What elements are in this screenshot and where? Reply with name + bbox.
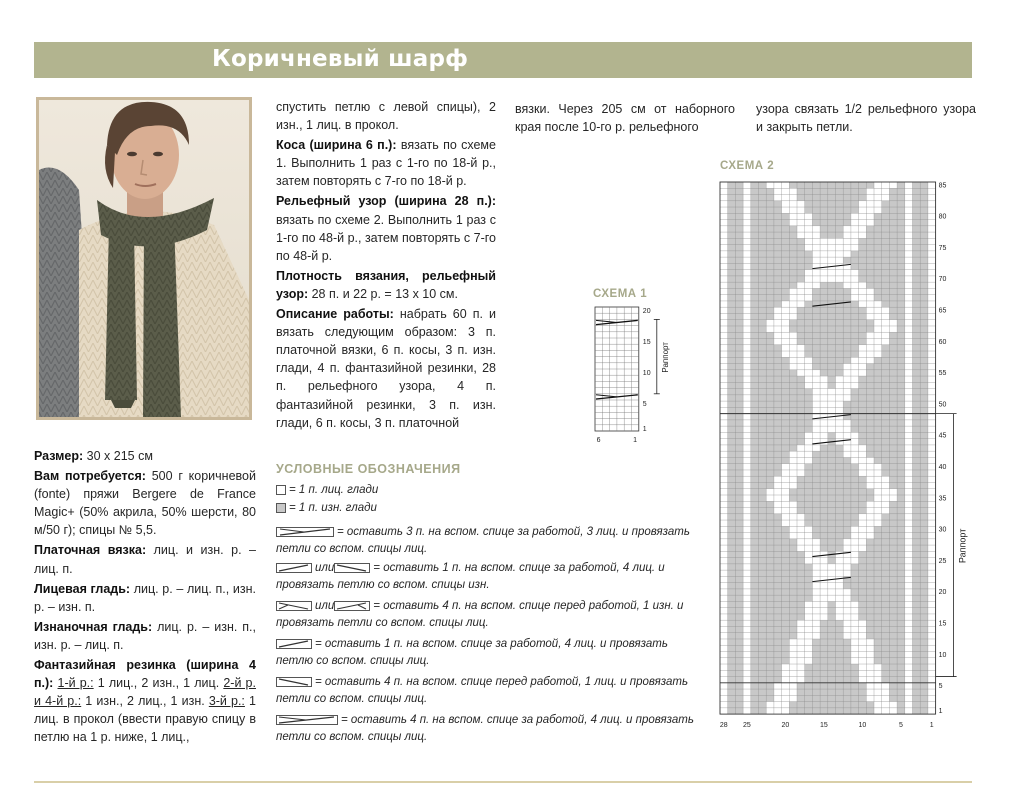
legend-text: = оставить 1 п. на вспом. спице за работой, 4 лиц. и провязать петлю со вспом. спицы изн. [276,562,665,591]
schema2-knit-cell [866,482,889,488]
legend-text: = 1 п. изн. глади [289,502,377,514]
schema2-knit-cell [766,708,789,714]
schema1-title: СХЕМА 1 [593,288,648,300]
gauge-label: Плотность вязания, рельефный узор: [276,268,496,301]
text-column-4 [756,100,976,138]
schema2-knit-cell [789,357,812,363]
schema2-knit-cell [843,232,866,238]
cable-value: вязать по схеме 1. Выполнить 1 раз с 1-го по 18-й р., затем повторять с 7-го по 18-й р. [276,138,496,189]
schema2-knit-cell [874,326,897,332]
schema2-knit-cell [859,514,882,520]
schema2-row-label: 65 [938,307,947,315]
schema2-row-label: 30 [938,526,947,534]
legend-item-cable-3-3 [276,524,706,558]
schema2-knit-cell [766,182,789,188]
schema2-knit-cell [766,702,789,708]
schema2-knit-cell [789,220,812,226]
col3-text: вязки. Через 205 см от наборного края после 10-го р. рельефного [515,102,735,135]
schema2-row-label: 20 [938,589,947,597]
work-value: набрать 60 п. и вязать следующим образом: 3 п. платочной вязки, 6 п. косы, 3 п. изн. глади, 4 п. фантазийной резинки, 28 п. рельефного узора, 4 п. фантазийной резинки, 3 п. изн. глади, 6 п. косы, 3 п. платочной [276,307,496,430]
schema2-knit-cell [805,601,828,607]
schema2-row-label: 50 [938,401,947,409]
schema2-knit-cell [797,539,820,545]
legend-or: или [315,562,335,574]
schema2-knit-cell [843,364,866,370]
schema2-col-label: 25 [742,722,751,730]
legend-text: = оставить 4 п. на вспом. спице перед работой, 1 изн. и провязать петли со вспом. спицы лиц. [276,600,684,629]
work-label: Описание работы: [276,307,394,322]
schema2-row-label: 80 [938,213,947,221]
page-title: Коричневый шарф [212,46,469,72]
schema2-knit-cell [836,382,859,388]
stockinette-value: лиц. р. – лиц. п., изн. р. – изн. п. [34,581,256,614]
schema2-knit-cell [836,608,859,614]
cable-left-purl-icon [334,563,370,573]
schema2-knit-cell [866,476,889,482]
schema2-col-label: 20 [781,722,790,730]
title-bar [34,42,972,78]
schema2-knit-cell [774,695,797,701]
text-column-2 [276,98,496,434]
relief-label: Рельефный узор (ширина 28 п.): [276,194,496,209]
schema2-knit-cell [866,501,889,507]
schema2-knit-cell [866,508,889,514]
schema2-row-label: 5 [938,683,943,691]
schema2-knit-cell [789,652,812,658]
schema1-col-label: 6 [596,437,601,444]
schema2-knit-cell [766,489,789,495]
legend-text: = 1 п. лиц. глади [289,484,379,496]
schema2-col-label: 28 [719,722,728,730]
schema2-knit-cell [774,332,797,338]
col4-text: узора связать 1/2 рельефного узора и закрыть петли. [756,102,976,135]
rib-row2-value: 1 изн., 2 лиц., 1 изн. [85,694,205,709]
knit-stitch-icon [276,485,286,495]
schema2-col-label: 10 [858,722,867,730]
schema2-knit-cell [859,464,882,470]
schema2-chart [712,175,982,740]
schema2-knit-cell [851,213,874,219]
schema2-knit-cell [851,658,874,664]
schema1-row-label: 5 [642,401,647,409]
schema2-knit-cell [874,702,897,708]
legend-item-cable-4-1-knit [276,674,706,708]
schema2-knit-cell [866,683,889,689]
schema1-row-label: 1 [642,425,647,433]
schema2-knit-cell [782,464,805,470]
cable-front-purl-alt-icon [334,601,370,611]
schema2-knit-cell [789,645,812,651]
schema2-knit-cell [797,545,820,551]
schema2-knit-cell [851,357,874,363]
schema2-knit-cell [851,457,874,463]
schema2-knit-cell [866,689,889,695]
schema2-knit-cell [789,288,812,294]
schema2-knit-cell [774,307,797,313]
schema2-knit-cell [836,376,859,382]
schema2-knit-cell [782,301,805,307]
schema2-knit-cell [836,432,859,438]
schema2-knit-cell [789,639,812,645]
schema2-knit-cell [766,320,789,326]
cable-back-knit-icon [276,639,312,649]
relief-value: вязать по схеме 2. Выполнить 1 раз с 1-го по 48-й р., затем повторять с 7-го по 48-й р. [276,212,496,263]
schema2-knit-cell [797,282,820,288]
schema2-row-label: 25 [938,557,947,565]
schema2-knit-cell [789,213,812,219]
schema2-knit-cell [789,658,812,664]
schema2-knit-cell [782,664,805,670]
schema2-knit-cell [789,526,812,532]
schema2-knit-cell [866,195,889,201]
schema2-knit-cell [774,501,797,507]
schema2-knit-cell [859,301,882,307]
schema2-knit-cell [859,207,882,213]
bottom-rule [34,781,972,783]
schema2-knit-cell [866,313,889,319]
schema2-knit-cell [805,376,828,382]
schema2-knit-cell [774,482,797,488]
schema2-knit-cell [766,326,789,332]
schema2-knit-cell [797,626,820,632]
schema2-knit-cell [874,495,897,501]
schema2-knit-cell [866,188,889,194]
schema2-knit-cell [782,670,805,676]
schema2-knit-cell [843,626,866,632]
model-photo-illustration [39,100,249,417]
text-column-3 [515,100,735,138]
legend-or: или [315,600,335,612]
schema2-knit-cell [866,339,889,345]
schema2-knit-cell [859,351,882,357]
legend-text: = оставить 3 п. на вспом. спице за работой, 3 лиц. и провязать петли со вспом. спицы лиц. [276,526,690,555]
schema2-row-label: 60 [938,338,947,346]
schema2-knit-cell [843,226,866,232]
legend-text: = оставить 4 п. на вспом. спице за работой, 4 лиц. и провязать петли со вспом. спицы лиц. [276,714,694,743]
rib-continuation: спустить петлю с левой спицы), 2 изн., 1 лиц. в прокол. [276,100,496,133]
schema2-knit-cell [805,614,828,620]
schema2-row-label: 45 [938,432,947,440]
schema2-knit-cell [774,689,797,695]
schema2-knit-cell [836,558,859,564]
schema2-knit-cell [851,645,874,651]
schema2-knit-cell [743,182,751,714]
purl-stitch-icon [276,503,286,513]
schema2-knit-cell [782,201,805,207]
schema2-knit-cell [782,351,805,357]
reverse-stockinette-value: лиц. р. – изн. п., изн. р. – лиц. п. [34,619,256,652]
schema2-knit-cell [797,226,820,232]
cable-front-purl-icon [276,601,312,611]
schema2-knit-cell [766,495,789,501]
schema2-knit-cell [812,595,835,601]
schema2-knit-cell [843,370,866,376]
rib-row1-label: 1-й р.: [57,676,94,691]
schema2-row-label: 35 [938,495,947,503]
schema2-knit-cell [774,339,797,345]
schema2-knit-cell [797,370,820,376]
model-photo [36,97,252,420]
schema2-knit-cell [859,345,882,351]
schema2-knit-cell [836,601,859,607]
schema2-knit-cell [836,614,859,620]
schema2-row-label: 55 [938,370,947,378]
schema2-knit-cell [859,520,882,526]
legend-text: = оставить 1 п. на вспом. спице за работой, 4 лиц. и провязать петлю со вспом. спицы лиц. [276,638,668,667]
garter-value: лиц. и изн. р. – лиц. п. [34,543,257,576]
schema2-knit-cell [859,201,882,207]
schema2-row-label: 85 [938,182,947,190]
schema2-knit-cell [797,445,820,451]
legend-item-cable-1-4-knit [276,636,706,670]
schema2-knit-cell [905,182,913,714]
stockinette-label: Лицевая гладь: [34,581,131,596]
schema2-knit-cell [843,445,866,451]
schema2-knit-cell [782,470,805,476]
schema1-col-label: 1 [633,437,638,444]
legend-text: = оставить 4 п. на вспом. спице перед работой, 1 лиц. и провязать петли со вспом. спицы лиц. [276,676,688,705]
legend-item-knit [276,482,706,499]
schema2-col-label: 5 [898,722,903,730]
schema2-knit-cell [789,457,812,463]
schema2-knit-cell [797,633,820,639]
schema2-knit-cell [797,620,820,626]
legend-item-cable-1-4-purl [276,560,706,594]
rib-row3-label: 3-й р.: [208,694,245,709]
schema2-knit-cell [859,670,882,676]
schema2-knit-cell [789,533,812,539]
schema2-col-label: 1 [929,722,934,730]
schema2-knit-cell [805,382,828,388]
schema2-knit-cell [720,182,728,714]
schema2-col-label: 15 [819,722,828,730]
legend-item-purl [276,500,706,517]
schema2-knit-cell [789,364,812,370]
schema2-knit-cell [874,320,897,326]
schema2-knit-cell [874,182,897,188]
size-label: Размер: [34,449,84,463]
schema2-knit-cell [851,526,874,532]
schema2-knit-cell [782,207,805,213]
cable-3x3-icon [276,527,334,537]
schema2-knit-cell [859,677,882,683]
materials-value: 500 г коричневой (fonte) пряжи Bergere de France Magic+ (50% акрила, 50% шерсти, 80 м/50 г); спицы № 5,5. [34,469,256,538]
schema2-row-label: 70 [938,276,947,284]
schema2-knit-cell [782,520,805,526]
schema2-knit-cell [789,295,812,301]
schema2-knit-cell [782,677,805,683]
schema2-row-label: 1 [938,708,943,716]
schema2-knit-cell [805,558,828,564]
schema2-title: СХЕМА 2 [720,160,775,172]
rib-row2-label: 2-й р. и 4-й р.: [34,676,256,709]
legend-title: УСЛОВНЫЕ ОБОЗНАЧЕНИЯ [276,462,461,476]
schema1-rapport-label: Раппорт [660,342,670,373]
schema1-row-label: 10 [642,370,651,378]
schema2-knit-cell [851,220,874,226]
schema2-knit-cell [774,313,797,319]
schema2-row-label: 75 [938,244,947,252]
reverse-stockinette-label: Изнаночная гладь: [34,619,153,634]
schema2-row-label: 40 [938,463,947,471]
schema2-knit-cell [782,514,805,520]
cable-4x4-icon [276,715,338,725]
size-value: 30 х 215 см [86,449,153,463]
schema2-knit-cell [851,652,874,658]
schema2-knit-cell [874,489,897,495]
schema2-knit-cell [805,608,828,614]
schema2-knit-cell [805,432,828,438]
cable-label: Коса (ширина 6 п.): [276,138,397,153]
cable-front-knit-icon [276,677,312,687]
schema2-knit-cell [859,470,882,476]
schema2-knit-cell [843,620,866,626]
schema2-knit-cell [851,295,874,301]
rib-row1-value: 1 лиц., 2 изн., 1 лиц. [97,676,220,691]
schema2-knit-cell [774,508,797,514]
rib-row3-value: 1 лиц. в прокол (ввести правую спицу в петлю на 1 р. ниже, 1 лиц., [34,694,256,745]
schema2-knit-cell [774,683,797,689]
schema1-row-label: 20 [642,308,651,316]
schema2-row-label: 15 [938,620,947,628]
schema2-knit-cell [874,708,897,714]
schema2-knit-cell [866,332,889,338]
schema2-knit-cell [851,639,874,645]
materials-label: Вам потребуется: [34,469,146,484]
schema2-rapport-label: Раппорт [957,528,968,564]
schema2-knit-cell [789,451,812,457]
schema2-knit-cell [843,633,866,639]
gauge-value: 28 п. и 22 р. = 13 х 10 см. [311,286,458,301]
schema2-knit-cell [851,288,874,294]
schema2-knit-cell [782,345,805,351]
schema2-row-label: 10 [938,651,947,659]
schema2-knit-cell [843,282,866,288]
garter-label: Платочная вязка: [34,543,147,558]
cable-right-purl-icon [276,563,312,573]
schema2-knit-cell [866,307,889,313]
schema2-knit-cell [859,664,882,670]
schema2-knit-cell [843,539,866,545]
legend-item-cable-4-4-knit [276,712,706,746]
schema1-chart [588,300,688,450]
schema2-knit-cell [851,533,874,539]
rib-label: Фантазийная резинка (ширина 4 п.): [34,658,256,691]
schema2-knit-cell [843,545,866,551]
schema2-knit-cell [866,695,889,701]
schema2-knit-cell [774,188,797,194]
schema1-row-label: 15 [642,339,651,347]
schema2-knit-cell [774,476,797,482]
schema2-knit-cell [843,451,866,457]
schema2-knit-cell [928,182,936,714]
text-column-1 [34,447,256,749]
legend-item-cable-4-1-purl [276,598,706,632]
schema2-knit-cell [797,232,820,238]
schema2-knit-cell [774,195,797,201]
